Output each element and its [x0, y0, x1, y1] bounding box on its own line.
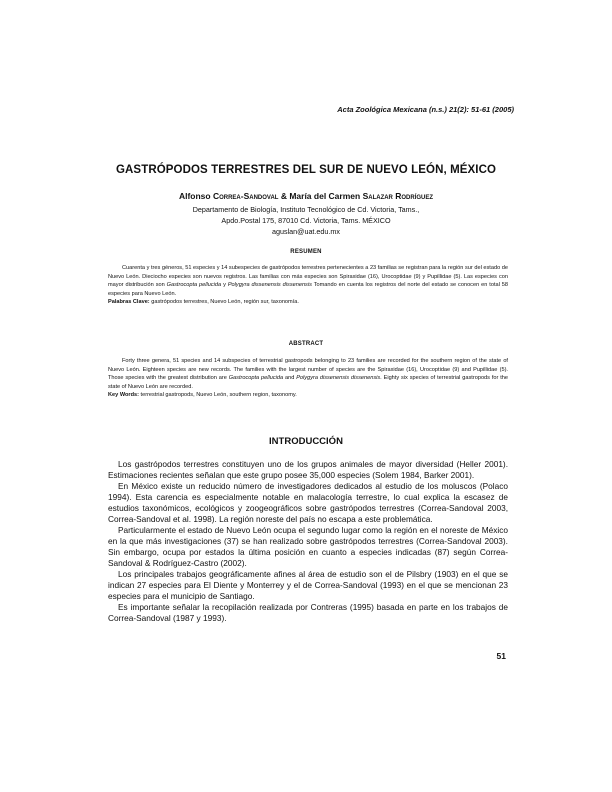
authors-line	[0, 191, 612, 201]
resumen-heading: RESUMEN	[290, 249, 322, 255]
abstract-paragraph: Forty three genera, 51 species and 14 subspecies of terrestrial gastropods belonging to 23 families are recorded for the southern region of the state of Nuevo León. Eighteen species are new records. The families with the largest number of species are the Spiraxidae (16), Urocoptidae (9) and Pupillidae (5). Those species with the greatest distribution are Gastrocopta pellucida and Polygyra dissenensis dissenensis. Eighty six species of terrestrial gastropods for the state of Nuevo León are recorded.	[108, 358, 509, 390]
intro-paragraph-1: Los gastrópodos terrestres constituyen uno de los grupos animales de mayor diversidad (Heller 2001). Estimaciones recientes señalan que este grupo posee 35,000 especies (Solem 1984, Barker 2001).	[108, 459, 508, 480]
author1-last-name: Correa-Sandoval	[212, 191, 279, 201]
abstract-keywords: Key Words: terrestrial gastropods, Nuevo León, southern region, taxonomy.	[108, 392, 297, 398]
affiliation	[0, 204, 612, 237]
species-name: Gastrocopta pellucida	[228, 375, 284, 381]
species-name: Gastrocopta pellucida	[166, 282, 222, 288]
journal-citation: Acta Zoológica Mexicana (n.s.) 21(2): 51-61 (2005)	[337, 105, 514, 114]
abstract-body	[108, 357, 508, 400]
introduction-heading: INTRODUCCIÓN	[269, 436, 343, 447]
author-separator: & María del Carmen	[278, 191, 363, 201]
intro-paragraph-2: En México existe un reducido número de investigadores dedicados al estudio de los moluscos (Polaco 1994). Esta carencia es especialmente notable en malacología terrestre, lo cual explica la escasez de estudios taxonómicos, ecológicos y zoogeográficos sobre gastrópodos terrestres (Correa-Sandoval 2003, Correa-Sandoval et al. 1998). La región noreste del país no escapa a este problemática.	[108, 481, 508, 524]
species-name: Polygyra dissenensis dissenensis	[227, 282, 312, 288]
resumen-body	[108, 264, 508, 307]
introduction-body	[108, 459, 508, 624]
author1-first-name: Alfonso	[178, 191, 213, 201]
article-title: GASTRÓPODOS TERRESTRES DEL SUR DE NUEVO LEÓN, MÉXICO	[115, 164, 497, 176]
author2-last-name: Salazar Rodríguez	[362, 191, 434, 201]
abstract-heading: ABSTRACT	[288, 341, 324, 347]
resumen-paragraph: Cuarenta y tres géneros, 51 especies y 14 subespecies de gastrópodos terrestres pertenecientes a 23 familias se registran para la región sur del estado de Nuevo León. Dieciocho especies son nuevos registros. Las familias con más especies son Spiraxidae (16), Urocoptidae (9) y Pupillidae (5). Las especies con mayor distribución son Gastrocopta pellucida y Polygyra dissenensis dissenensis Tomando en cuenta los registros del norte del estado se conocen en total 58 especies para Nuevo León.	[108, 265, 509, 297]
species-name: Polygyra dissenensis dissenensis	[296, 375, 381, 381]
affiliation-line-1: Departamento de Biología, Instituto Tecnológico de Cd. Victoria, Tams.,	[192, 205, 420, 214]
intro-paragraph-4: Los principales trabajos geográficamente afines al área de estudio son el de Pilsbry (1903) en el que se indican 27 especies para El Diente y Monterrey y el de Correa-Sandoval (1993) en el que se mencionan 23 especies para el municipio de Santiago.	[108, 569, 508, 601]
resumen-keywords: Palabras Clave: gastrópodos terrestres, Nuevo León, región sur, taxonomía.	[108, 299, 299, 305]
intro-paragraph-3: Particularmente el estado de Nuevo León ocupa el segundo lugar como la región en el noreste de México en la que más investigaciones (37) se han realizado sobre gastrópodos terrestres (Correa-Sandoval 2003). Sin embargo, ocupa por estados la última posición en cuanto a especies indicadas (87) según Correa-Sandoval & Rodríguez-Castro (2002).	[108, 525, 508, 568]
intro-paragraph-5: Es importante señalar la recopilación realizada por Contreras (1995) basada en parte en los trabajos de Correa-Sandoval (1987 y 1993).	[108, 602, 508, 623]
affiliation-line-2: Apdo.Postal 175, 87010 Cd. Victoria, Tams. MÉXICO	[221, 216, 391, 225]
author-email: aguslan@uat.edu.mx	[271, 227, 341, 236]
page-number: 51	[496, 651, 506, 661]
